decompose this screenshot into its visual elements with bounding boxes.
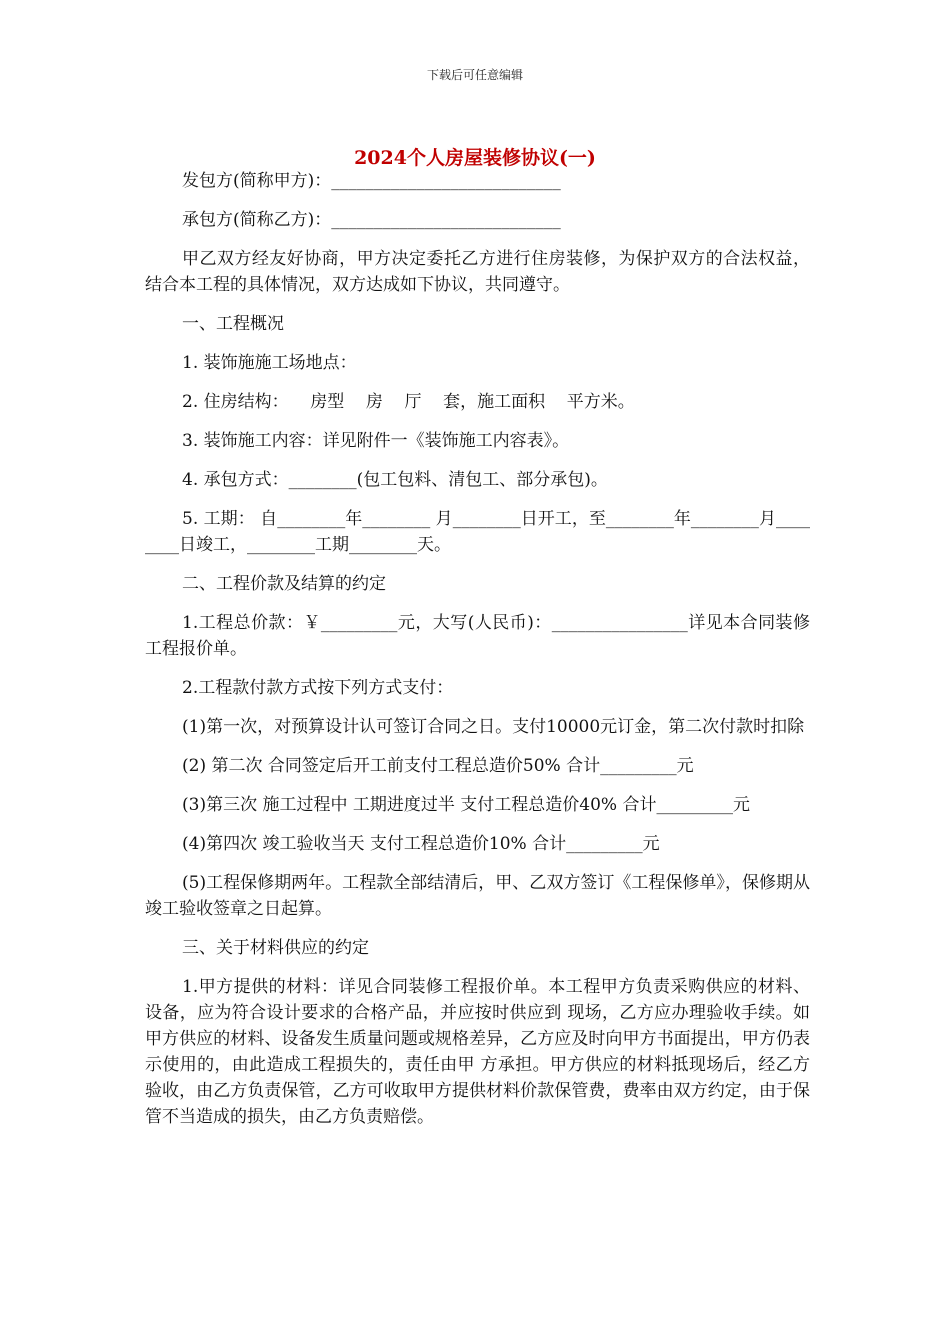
- payment-item-3: (3)第三次 施工过程中 工期进度过半 支付工程总造价40% 合计_________元: [182, 795, 750, 815]
- clause-3-1: 1.甲方提供的材料：详见合同装修工程报价单。本工程甲方负责采购供应的材料、设备，应为符合设计要求的合格产品，并应按时供应到 现场，乙方应办理验收手续。如甲方供应的材料、设备发生质量问题或规格差异，乙方应及时向甲方书面提出，甲方仍表示使用的，由此造成工程损失的，责任由甲 方承担。甲方供应的材料抵现场后，经乙方验收，由乙方负责保管，乙方可收取甲方提供材料价款保管费，费率由双方约定，由于保管不当造成的损失，由乙方负责赔偿。: [145, 977, 810, 1127]
- payment-item-1: (1)第一次，对预算设计认可签订合同之日。支付10000元订金，第二次付款时扣除: [182, 717, 805, 737]
- clause-1-3: 3. 装饰施工内容：详见附件一《装饰施工内容表》。: [182, 431, 570, 451]
- section-heading-2: 二、工程价款及结算的约定: [182, 574, 386, 594]
- clause-2-1: 1.工程总价款：￥_________元，大写(人民币)：________________详见本合同装修工程报价单。: [145, 613, 810, 659]
- clause-1-4: 4. 承包方式：________(包工包料、清包工、部分承包)。: [182, 470, 608, 490]
- party-b-line: 承包方(简称乙方)：___________________________: [182, 210, 561, 230]
- document-title: 2024个人房屋装修协议(一): [354, 147, 596, 169]
- clause-1-2: 2. 住房结构： 房型 房 厅 套，施工面积 平方米。: [182, 392, 635, 412]
- clause-1-1: 1. 装饰施施工场地点：: [182, 353, 357, 373]
- section-heading-1: 一、工程概况: [182, 314, 284, 334]
- document-body: [145, 168, 810, 1139]
- party-a-line: 发包方(简称甲方)：___________________________: [182, 171, 561, 191]
- payment-item-4: (4)第四次 竣工验收当天 支付工程总造价10% 合计_________元: [182, 834, 660, 854]
- payment-item-2: (2) 第二次 合同签定后开工前支付工程总造价50% 合计_________元: [182, 756, 694, 776]
- section-heading-3: 三、关于材料供应的约定: [182, 938, 369, 958]
- page-header: 下载后可任意编辑: [426, 68, 523, 82]
- payment-item-5: (5)工程保修期两年。工程款全部结清后，甲、乙双方签订《工程保修单》，保修期从竣工验收签章之日起算。: [145, 873, 810, 919]
- clause-2-2: 2.工程款付款方式按下列方式支付：: [182, 678, 454, 698]
- intro-paragraph: 甲乙双方经友好协商，甲方决定委托乙方进行住房装修，为保护双方的合法权益，结合本工程的具体情况，双方达成如下协议，共同遵守。: [145, 249, 810, 295]
- clause-1-5: 5. 工期： 自________年________ 月________日开工，至________年________月________日竣工，________工期________天。: [145, 509, 810, 555]
